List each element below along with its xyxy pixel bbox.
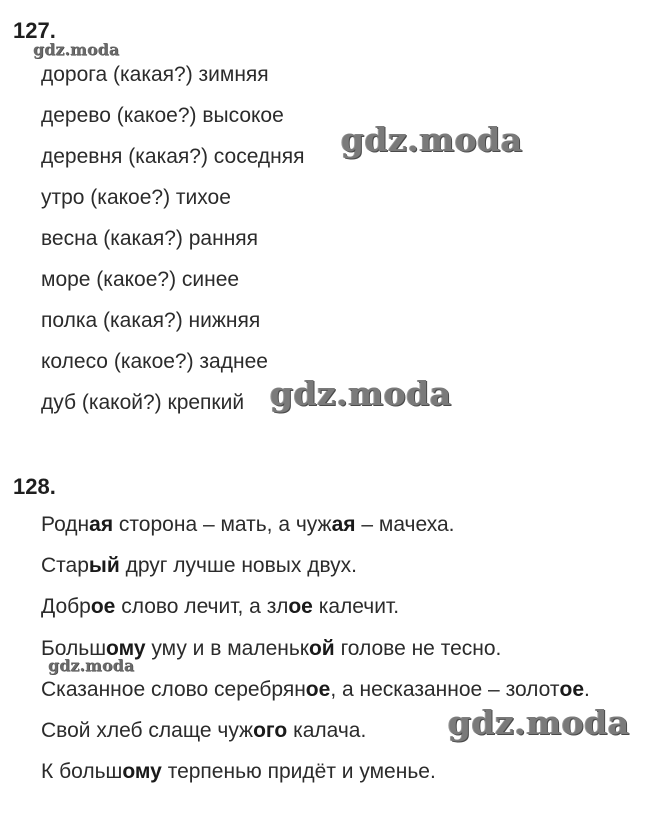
watermark: gdz.moda: [48, 656, 135, 675]
text-segment: друг лучше новых двух.: [119, 554, 357, 577]
bold-ending: ое: [288, 595, 313, 618]
exercise-127-line: колесо (какое?) заднее: [41, 350, 268, 373]
exercise-128-line: [41, 678, 590, 702]
bold-ending: ая: [331, 513, 356, 536]
exercise-127-line: дорога (какая?) зимняя: [41, 63, 269, 86]
exercise-127-line: деревня (какая?) соседняя: [41, 145, 305, 168]
bold-ending: ый: [88, 554, 120, 577]
text-segment: Свой хлеб слаще чуж: [41, 719, 254, 742]
text-segment: Больш: [41, 637, 107, 660]
text-segment: , а несказанное – золот: [330, 678, 560, 701]
bold-ending: ому: [106, 637, 146, 660]
text-segment: слово лечит, а зл: [115, 595, 289, 618]
text-segment: голове не тесно.: [334, 637, 502, 660]
bold-ending: ой: [308, 637, 335, 660]
exercise-127-number: 127.: [13, 18, 56, 43]
bold-ending: ая: [89, 513, 114, 536]
text-segment: Сказанное слово серебрян: [41, 678, 306, 701]
exercise-127-line: весна (какая?) ранняя: [41, 227, 259, 250]
text-segment: – мачеха.: [355, 513, 455, 536]
bold-ending: ое: [559, 678, 585, 701]
exercise-128-number: 128.: [13, 474, 56, 499]
text-segment: сторона – мать, а чуж: [113, 513, 332, 536]
bold-ending: ого: [253, 719, 288, 742]
exercise-128-line: [41, 760, 436, 784]
exercise-127-line: море (какое?) синее: [41, 268, 240, 291]
text-segment: Стар: [41, 554, 89, 577]
exercise-127-line: полка (какая?) нижняя: [41, 309, 261, 332]
watermark: gdz.moda: [270, 374, 452, 413]
exercise-127-line: дерево (какое?) высокое: [41, 104, 284, 127]
text-segment: калечит.: [312, 595, 400, 618]
text-segment: К больш: [41, 760, 123, 783]
text-segment: .: [584, 678, 590, 701]
bold-ending: ое: [305, 678, 331, 701]
text-segment: Родн: [41, 513, 90, 536]
text-segment: калача.: [287, 719, 367, 742]
exercise-128-line: [41, 637, 501, 661]
exercise-127-line: утро (какое?) тихое: [41, 186, 231, 209]
exercise-128-line: [41, 513, 455, 537]
watermark: gdz.moda: [341, 120, 523, 159]
bold-ending: ому: [122, 760, 162, 783]
watermark: gdz.moda: [33, 40, 120, 59]
exercise-127-line: дуб (какой?) крепкий: [41, 391, 245, 414]
exercise-128-line: [41, 595, 399, 619]
text-segment: терпенью придёт и уменье.: [161, 760, 436, 783]
text-segment: Добр: [41, 595, 91, 618]
watermark: gdz.moda: [448, 703, 630, 742]
bold-ending: ое: [90, 595, 116, 618]
text-segment: уму и в маленьк: [145, 637, 309, 660]
exercise-128-line: [41, 719, 366, 743]
exercise-128-line: [41, 554, 357, 578]
